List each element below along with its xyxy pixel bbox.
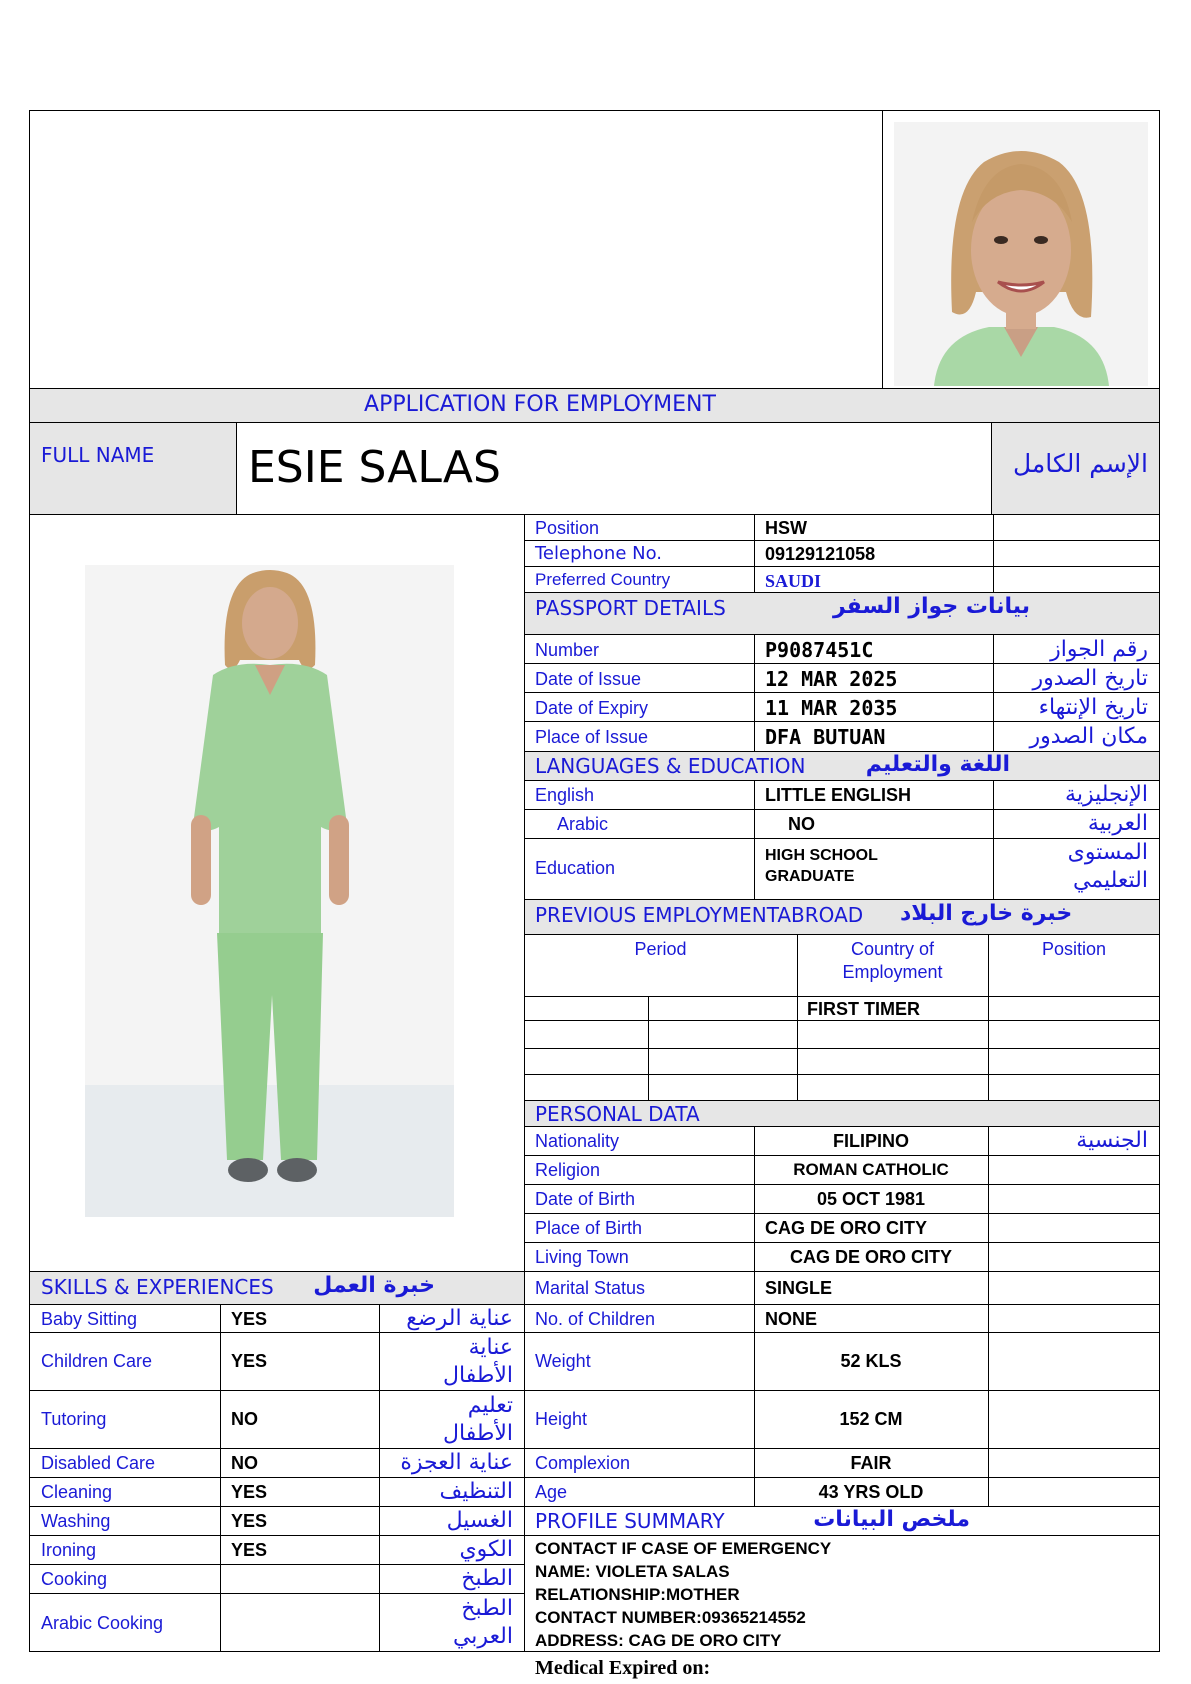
baby-sitting-arabic: عناية الرضع xyxy=(406,1306,513,1331)
topfields-div2 xyxy=(993,514,994,592)
education-arabic-line1: المستوى xyxy=(1067,840,1148,865)
marital-status-value: SINGLE xyxy=(765,1278,833,1298)
passport-number-value: P9087451C xyxy=(765,638,874,662)
header-divider xyxy=(882,110,883,388)
languages-line2 xyxy=(524,838,1160,839)
skills-line-cooking xyxy=(29,1564,524,1565)
full-name-value: ESIE SALAS xyxy=(248,442,501,493)
languages-title: LANGUAGES & EDUCATION xyxy=(535,754,806,778)
nationality-arabic: الجنسية xyxy=(1076,1128,1148,1153)
title-bar-top-line xyxy=(29,388,1160,389)
disabled-care-arabic: عناية العجزة xyxy=(400,1450,513,1475)
personal-line1 xyxy=(524,1155,1160,1156)
personal-line8 xyxy=(29,1390,1160,1391)
disabled-care-label: Disabled Care xyxy=(41,1453,156,1473)
place-of-issue-arabic: مكان الصدور xyxy=(1029,724,1148,749)
languages-div1 xyxy=(754,780,755,899)
ironing-value: YES xyxy=(231,1540,268,1560)
date-of-issue-value: 12 MAR 2025 xyxy=(765,667,898,691)
fullname-label-bg xyxy=(30,423,236,514)
english-arabic: الإنجليزية xyxy=(1065,782,1148,807)
country-column-header-line2: Employment xyxy=(842,962,943,982)
place-of-issue-value: DFA BUTUAN xyxy=(765,725,886,749)
full-body-photo xyxy=(85,565,454,1217)
personal-line11 xyxy=(29,1506,1160,1507)
place-of-issue-label: Place of Issue xyxy=(535,727,649,747)
previous-line4 xyxy=(524,1074,1160,1075)
personal-line7 xyxy=(29,1332,1160,1333)
period-column-header: Period xyxy=(634,939,687,959)
ironing-arabic: الكوي xyxy=(459,1537,513,1562)
profile-line-contact-number: CONTACT NUMBER:09365214552 xyxy=(535,1608,806,1627)
complexion-label: Complexion xyxy=(535,1453,631,1473)
skills-line-arabic-cooking xyxy=(29,1593,524,1594)
profile-title: PROFILE SUMMARY xyxy=(535,1509,725,1533)
passport-number-label: Number xyxy=(535,640,600,660)
living-town-value: CAG DE ORO CITY xyxy=(789,1247,952,1267)
date-of-expiry-label: Date of Expiry xyxy=(535,698,649,718)
education-value-line2: GRADUATE xyxy=(765,868,855,885)
disabled-care-value: NO xyxy=(231,1453,258,1473)
previous-line2 xyxy=(524,1020,1160,1021)
previous-line3 xyxy=(524,1048,1160,1049)
profile-line-emergency: CONTACT IF CASE OF EMERGENCY xyxy=(535,1539,832,1558)
passport-title-arabic: بيانات جواز السفر xyxy=(832,594,1030,619)
height-value: 152 CM xyxy=(839,1409,903,1429)
english-value: LITTLE ENGLISH xyxy=(765,785,911,805)
position-label: Position xyxy=(535,518,600,538)
children-care-label: Children Care xyxy=(41,1351,153,1371)
place-of-birth-value: CAG DE ORO CITY xyxy=(765,1218,928,1238)
country-column-header-line1: Country of xyxy=(850,939,935,959)
personal-line3 xyxy=(524,1213,1160,1214)
fullname-div2 xyxy=(991,422,992,514)
age-value: 43 YRS OLD xyxy=(818,1482,924,1502)
previous-title: PREVIOUS EMPLOYMENTABROAD xyxy=(535,903,864,927)
telephone-value: 09129121058 xyxy=(765,544,876,564)
marital-status-label: Marital Status xyxy=(535,1278,646,1298)
date-of-birth-label: Date of Birth xyxy=(535,1189,636,1209)
cooking-arabic: الطبخ xyxy=(461,1566,513,1591)
education-value-line1: HIGH SCHOOL xyxy=(765,847,878,864)
personal-line9 xyxy=(29,1448,1160,1449)
languages-line1 xyxy=(524,809,1160,810)
complexion-value: FAIR xyxy=(850,1453,892,1473)
full-name-label: FULL NAME xyxy=(41,443,155,467)
passport-header-bottom xyxy=(524,634,1160,635)
arabic-arabic: العربية xyxy=(1087,811,1148,836)
personal-line4 xyxy=(524,1242,1160,1243)
living-town-label: Living Town xyxy=(535,1247,629,1267)
tutoring-label: Tutoring xyxy=(41,1409,107,1429)
previous-title-arabic: خبرة خارج البلاد xyxy=(900,901,1073,926)
tutoring-arabic-line2: الأطفال xyxy=(443,1421,513,1446)
arabic-value: NO xyxy=(788,814,815,834)
personal-header-bottom xyxy=(524,1126,1160,1127)
nationality-value: FILIPINO xyxy=(833,1131,909,1151)
skills-div2 xyxy=(379,1304,380,1652)
full-name-arabic: الإسم الكامل xyxy=(1012,449,1148,478)
skills-div1 xyxy=(220,1304,221,1652)
children-care-arabic-line1: عناية xyxy=(468,1335,513,1360)
position-column-header: Position xyxy=(1041,939,1107,959)
topfields-line1 xyxy=(524,540,1160,541)
religion-label: Religion xyxy=(535,1160,601,1180)
date-of-expiry-arabic: تاريخ الإنتهاء xyxy=(1038,695,1148,720)
place-of-birth-label: Place of Birth xyxy=(535,1218,643,1238)
washing-value: YES xyxy=(231,1511,268,1531)
previous-header-bottom xyxy=(524,934,1160,935)
date-of-birth-value: 05 OCT 1981 xyxy=(816,1189,926,1209)
profile-line-address: ADDRESS: CAG DE ORO CITY xyxy=(535,1631,782,1650)
height-label: Height xyxy=(535,1409,588,1429)
personal-title: PERSONAL DATA xyxy=(535,1102,700,1126)
passport-line1 xyxy=(524,663,1160,664)
cleaning-label: Cleaning xyxy=(41,1482,113,1502)
skills-header-top xyxy=(29,1271,524,1272)
cleaning-value: YES xyxy=(231,1482,268,1502)
languages-div2 xyxy=(993,780,994,899)
weight-label: Weight xyxy=(535,1351,591,1371)
skills-title-arabic: خبرة العمل xyxy=(313,1273,435,1298)
personal-line10 xyxy=(29,1477,1160,1478)
topfields-div1 xyxy=(754,514,755,592)
washing-label: Washing xyxy=(41,1511,111,1531)
tutoring-arabic-line1: تعليم xyxy=(467,1393,513,1418)
topfields-line2 xyxy=(524,566,1160,567)
tutoring-value: NO xyxy=(231,1409,258,1429)
date-of-issue-label: Date of Issue xyxy=(535,669,642,689)
preferred-country-value: SAUDI xyxy=(765,571,822,591)
baby-sitting-value: YES xyxy=(231,1309,268,1329)
age-label: Age xyxy=(535,1482,568,1502)
children-label: No. of Children xyxy=(535,1309,656,1329)
previous-line1 xyxy=(524,996,1160,997)
ironing-label: Ironing xyxy=(41,1540,97,1560)
left-right-divider xyxy=(524,514,525,1652)
passport-title: PASSPORT DETAILS xyxy=(535,596,726,620)
children-care-value: YES xyxy=(231,1351,268,1371)
preferred-country-label: Preferred Country xyxy=(535,570,671,589)
languages-title-arabic: اللغة والتعليم xyxy=(865,752,1010,777)
cooking-label: Cooking xyxy=(41,1569,108,1589)
passport-line2 xyxy=(524,692,1160,693)
position-value: HSW xyxy=(765,518,807,538)
personal-line6 xyxy=(29,1304,1160,1305)
education-label: Education xyxy=(535,858,616,878)
education-arabic-line2: التعليمي xyxy=(1072,868,1148,893)
fullname-bottom-line xyxy=(29,514,1160,515)
personal-div1 xyxy=(754,1126,755,1506)
headshot-photo xyxy=(894,122,1148,386)
telephone-label: Telephone No. xyxy=(535,543,663,564)
profile-line-name: NAME: VIOLETA SALAS xyxy=(535,1562,730,1581)
weight-value: 52 KLS xyxy=(840,1351,902,1371)
nationality-label: Nationality xyxy=(535,1131,620,1151)
arabic-cooking-arabic-line2: العربي xyxy=(452,1624,513,1649)
baby-sitting-label: Baby Sitting xyxy=(41,1309,138,1329)
passport-number-arabic: رقم الجواز xyxy=(1050,637,1148,662)
profile-header-bottom xyxy=(524,1535,1160,1536)
arabic-label: Arabic xyxy=(557,814,609,834)
date-of-issue-arabic: تاريخ الصدور xyxy=(1032,666,1148,691)
english-label: English xyxy=(535,785,595,805)
cleaning-arabic: التنظيف xyxy=(439,1479,513,1504)
arabic-cooking-label: Arabic Cooking xyxy=(41,1613,164,1633)
skills-title: SKILLS & EXPERIENCES xyxy=(41,1275,274,1299)
arabic-cooking-arabic-line1: الطبخ xyxy=(461,1596,513,1621)
religion-value: ROMAN CATHOLIC xyxy=(793,1160,949,1179)
date-of-expiry-value: 11 MAR 2035 xyxy=(765,696,898,720)
children-care-arabic-line2: الأطفال xyxy=(443,1363,513,1388)
personal-div2 xyxy=(988,1126,989,1506)
passport-line3 xyxy=(524,721,1160,722)
profile-line-relationship: RELATIONSHIP:MOTHER xyxy=(535,1585,740,1604)
personal-line2 xyxy=(524,1184,1160,1185)
profile-title-arabic: ملخص البيانات xyxy=(813,1507,970,1532)
children-value: NONE xyxy=(765,1309,818,1329)
skills-line-ironing xyxy=(29,1535,524,1536)
fullname-div1 xyxy=(236,422,237,514)
first-timer-cell: FIRST TIMER xyxy=(807,999,920,1019)
form-title: APPLICATION FOR EMPLOYMENT xyxy=(364,392,716,417)
medical-expired-label: Medical Expired on: xyxy=(535,1657,711,1679)
washing-arabic: الغسيل xyxy=(446,1508,513,1533)
languages-header-bottom xyxy=(524,780,1160,781)
